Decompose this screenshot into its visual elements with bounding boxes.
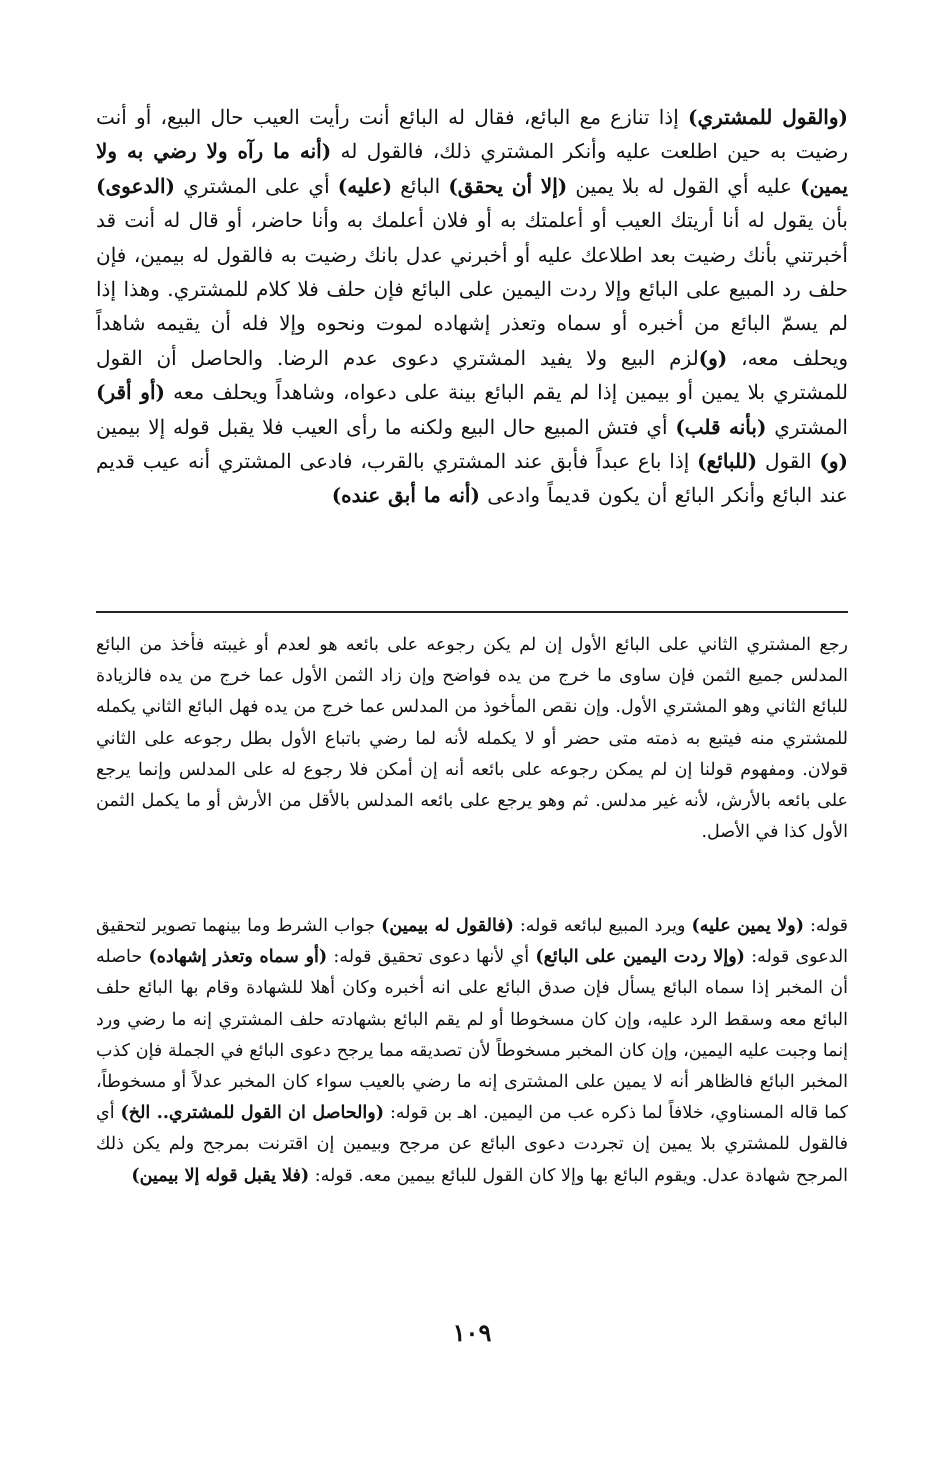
footnote-text: أي لأنها دعوى تحقيق قوله:	[327, 947, 536, 968]
main-text	[96, 100, 848, 513]
footnote-text: جواب الشرط وما بينهما تصوير لتحقيق الدعوى قوله:	[96, 916, 849, 968]
main-text: المشتري	[766, 414, 848, 439]
main-text: أي على المشتري	[175, 173, 338, 198]
main-bold-phrase: (أو أقر)	[96, 380, 165, 405]
footnote-bold-phrase: (ولا يمين عليه)	[691, 916, 804, 936]
main-text: إذا باع عبداً فأبق عند المشتري بالقرب، فادعى المشتري أنه عيب قديم عند البائع وأنكر البائع أن يكون قديماً وادعى	[96, 449, 848, 508]
footnote-text: أي فالقول للمشتري بلا يمين إن تجردت دعوى البائع عن مرجح وبيمين إن اقترنت بمرجح ولم يكن ذلك المرجح شهادة عدل. ويقوم البائع بها وإلا كان القول للبائع بيمين معه. قوله:	[96, 1103, 848, 1186]
main-bold-phrase: (و)	[698, 345, 728, 370]
main-bold-phrase: (أنه ما رآه ولا رضي به ولا يمين)	[96, 139, 848, 198]
footnote-bold-phrase: (وإلا ردت اليمين على البائع)	[535, 947, 745, 968]
footnote-text: ويرد المبيع لبائعه قوله:	[513, 916, 692, 936]
footnote-bold-phrase: (أو سماه وتعذر إشهاده)	[148, 947, 328, 968]
main-text: بأن يقول له أنا أريتك العيب أو أعلمتك به أو فلان أعلمك به وأنا حاضر، أو قال له أنت قد أخبرتني بأنك رضيت بعد اطلاعك عليه أو أخبرني عدل بانك رضيت به فالقول له بيمين، فإن حلف رد المبيع على البائع وإلا ردت اليمين على البائع فإن حلف فلا كلام للمشتري. وهذا إذا لم يسمّ البائع من أخبره أو سماه وتعذر إشهاده لموت ونحوه وإلا فله أن يقيمه شاهداً ويحلف معه،	[96, 208, 848, 370]
page-number: ١٠٩	[452, 1318, 492, 1347]
main-bold-phrase: (بأنه قلب)	[675, 414, 767, 439]
main-bold-phrase: (أنه ما أبق عنده)	[331, 483, 480, 508]
main-bold-phrase: (الدعوى)	[96, 173, 175, 198]
main-bold-phrase: (للبائع)	[697, 449, 758, 474]
footnote-text: قوله:	[803, 916, 848, 936]
main-text: إذا تنازع مع البائع، فقال له البائع أنت رأيت العيب حال البيع، أو أنت رضيت به حين اطلعت عليه وأنكر المشتري ذلك، فالقول له	[96, 105, 848, 164]
footnote-continuation: رجع المشتري الثاني على البائع الأول إن لم يكن رجوعه على بائعه هو لعدم أو غيبته فأخذ من البائع المدلس جميع الثمن فإن ساوى ما خرج من يده فواضح وإن زاد الثمن الأول عما خرج من يده فالزيادة للبائع الثاني وهو المشتري الأول. وإن نقص المأخوذ من المدلس عما خرج من يده فهل البائع الثاني يكمله للمشتري منه فيتبع به ذمته متى حضر أو لا يكمله لأنه لما رضي باتباع الأول بطل رجوعه على الثاني قولان. ومفهوم قولنا إن لم يمكن رجوعه على بائعه أنه إن أمكن فلا رجوع له على المدلس وإنما يرجع على بائعه بالأرش، لأنه غير مدلس. ثم وهو يرجع على بائعه المدلس بالأقل من الأرش أو ما يكمل الثمن الأول كذا في الأصل.	[96, 635, 848, 843]
footnote-text: حاصله أن المخبر إذا سماه البائع يسأل فإن صدق البائع على انه أخبره وكان أهلا للشهادة وقام بها البائع حلف البائع معه وسقط الرد عليه، وإن كان مسخوطا أو لم يقم البائع بشهادته حلف المشتري إنه ما رضي ورد إنما وجبت عليه اليمين، وإن كان المخبر مسخوطاً لأن تصديقه مما يرجح دعوى البائع في الجملة فإن كذب المخبر البائع فالظاهر أنه لا يمين على المشترى إنه ما رضي بالعيب سواء كان المخبر عدلاً أو مسخوطاً، كما قاله المسناوي، خلافاً لما ذكره عب من اليمين. اهـ بن قوله:	[96, 947, 848, 1124]
footnote-bold-phrase: (فالقول له بيمين)	[381, 916, 514, 936]
main-bold-phrase: (عليه)	[337, 173, 393, 198]
main-bold-phrase: (والقول للمشتري)	[688, 105, 848, 129]
main-text: البائع	[392, 173, 449, 198]
footnote-commentary	[96, 911, 848, 1192]
main-bold-phrase: (و)	[819, 449, 848, 474]
footnote-bold-phrase: (والحاصل ان القول للمشتري.. الخ)	[120, 1103, 384, 1124]
footnote-bold-phrase: (فلا يقبل قوله إلا بيمين)	[131, 1165, 310, 1186]
footnote-divider	[96, 611, 848, 613]
main-bold-phrase: (إلا أن يحقق)	[448, 173, 568, 198]
main-text: القول	[757, 449, 820, 474]
main-text: لزم البيع ولا يفيد المشتري دعوى عدم الرضا. والحاصل أن القول للمشتري بلا يمين أو بيمين إذا لم يقم البائع بينة على دعواه، وشاهداً ويحلف معه	[96, 345, 848, 405]
main-text: أي فتش المبيع حال البيع ولكنه ما رأى العيب فلا يقبل قوله إلا بيمين	[96, 414, 676, 439]
main-text: عليه أي القول له بلا يمين	[567, 173, 801, 198]
